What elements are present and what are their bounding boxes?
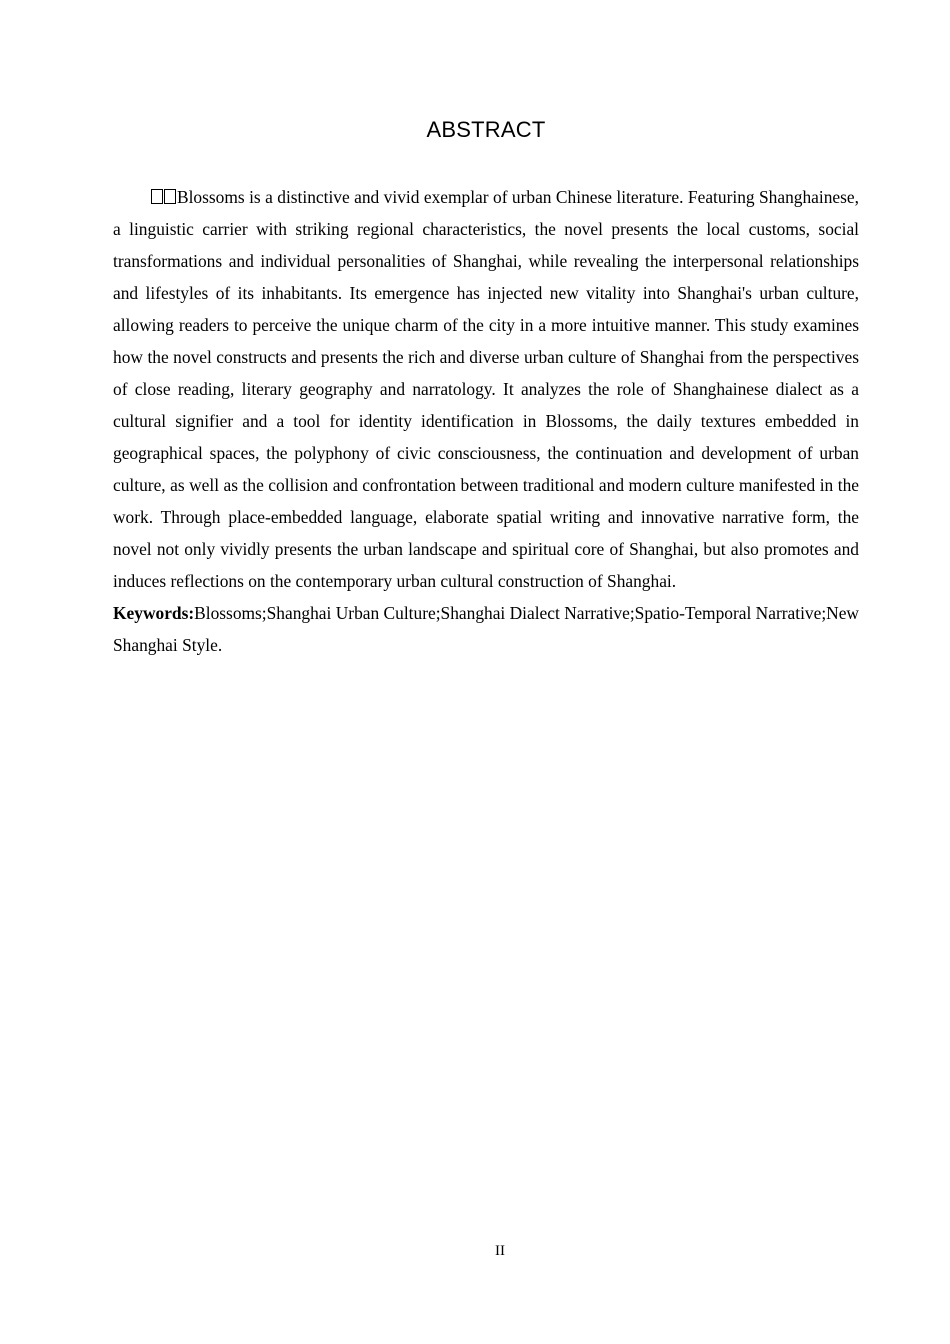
page-number: II: [495, 1243, 505, 1259]
missing-glyph-icon: [151, 189, 163, 204]
keywords-line: [113, 597, 859, 661]
keywords-text: Blossoms;Shanghai Urban Culture;Shanghai Dialect Narrative;Spatio-Temporal Narrative;New Shanghai Style.: [113, 603, 859, 655]
keywords-label: Keywords:: [113, 603, 195, 623]
abstract-body: [113, 181, 859, 661]
abstract-title: ABSTRACT: [426, 117, 546, 142]
abstract-text: Blossoms is a distinctive and vivid exemplar of urban Chinese literature. Featuring Shanghainese, a linguistic carrier with striking regional characteristics, the novel presents the local customs, social transformations and individual personalities of Shanghai, while revealing the interpersonal relationships and lifestyles of its inhabitants. Its emergence has injected new vitality into Shanghai's urban culture, allowing readers to perceive the unique charm of the city in a more intuitive manner. This study examines how the novel constructs and presents the rich and diverse urban culture of Shanghai from the perspectives of close reading, literary geography and narratology. It analyzes the role of Shanghainese dialect as a cultural signifier and a tool for identity identification in Blossoms, the daily textures embedded in geographical spaces, the polyphony of civic consciousness, the continuation and development of urban culture, as well as the collision and confrontation between traditional and modern culture manifested in the work. Through place-embedded language, elaborate spatial writing and innovative narrative form, the novel not only vividly presents the urban landscape and spiritual core of Shanghai, but also promotes and induces reflections on the contemporary urban cultural construction of Shanghai.: [113, 187, 859, 591]
abstract-paragraph: [113, 181, 859, 597]
missing-glyph-icon: [164, 189, 176, 204]
